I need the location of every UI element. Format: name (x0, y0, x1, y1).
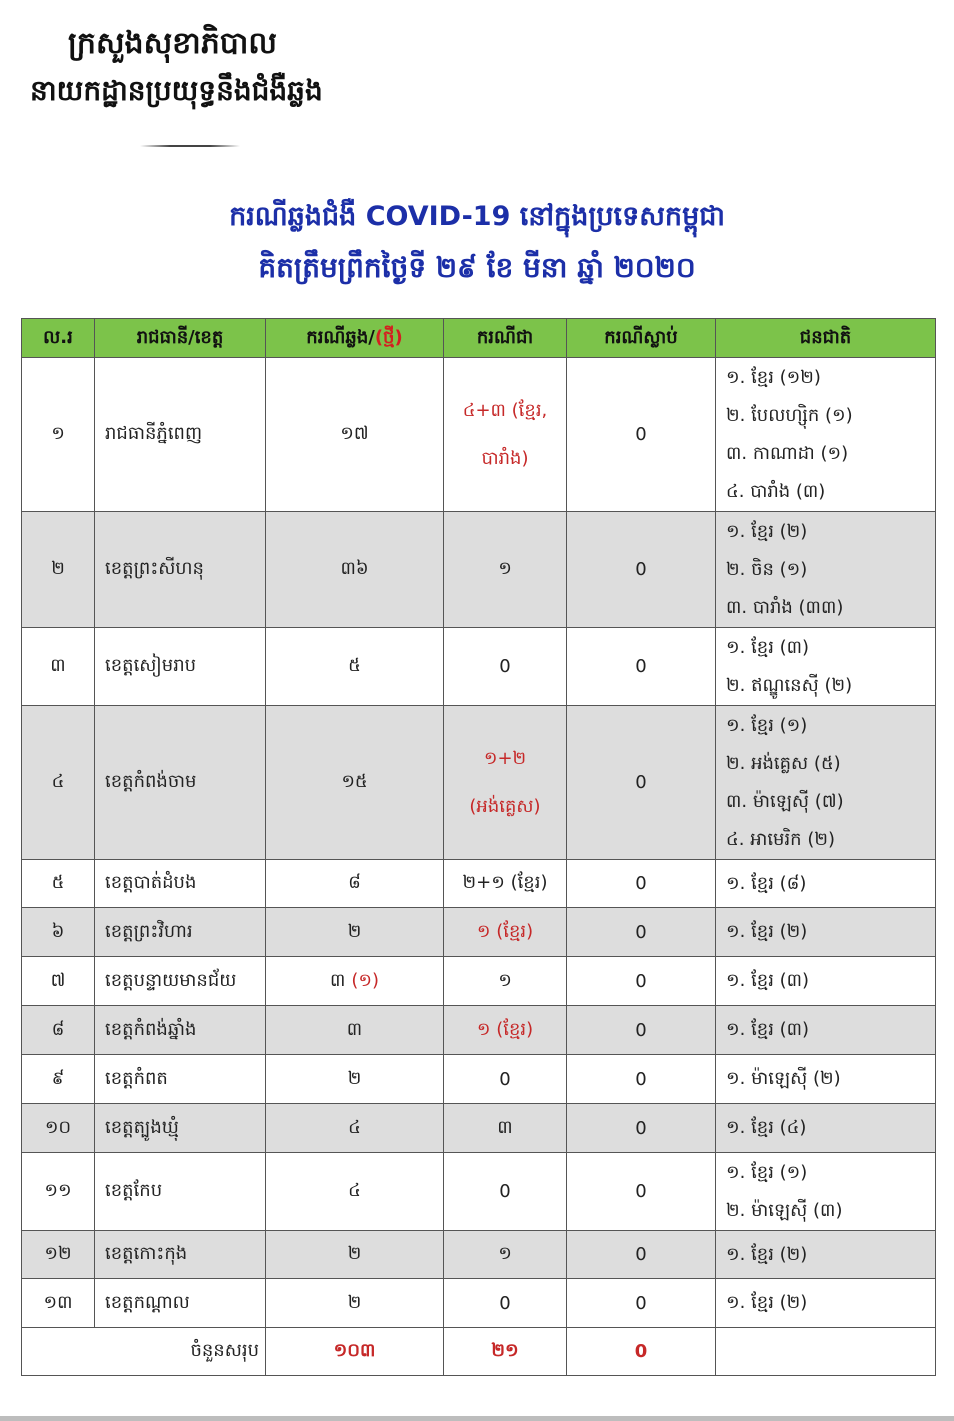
row-deaths: 0 (567, 1231, 716, 1279)
table-row (22, 512, 936, 628)
row-nationality (716, 908, 936, 957)
department-name: នាយកដ្ឋានប្រយុទ្ធនឹងជំងឺឆ្លង (30, 74, 323, 107)
row-cases-value: ១៧ (340, 423, 369, 444)
nationality-item: ១. ខ្មែរ (១) (726, 1161, 808, 1183)
nationality-item: ២. ឥណ្ឌូនេស៊ី (២) (726, 674, 853, 696)
row-province: រាជធានីភ្នំពេញ (95, 358, 266, 512)
header-cases: ករណីឆ្លង/(ថ្មី) (266, 319, 444, 358)
row-cases (266, 1153, 444, 1231)
row-recovered: ១+២ (អង់គ្លេស) (444, 706, 567, 860)
table-row (22, 1006, 936, 1055)
row-no: ១០ (22, 1104, 95, 1153)
table-header-row (22, 319, 936, 358)
nationality-item: ១. ខ្មែរ (២) (726, 1292, 808, 1313)
row-no: ១២ (22, 1231, 95, 1279)
nationality-item: ២. បែលហ្ស៊ិក (១) (726, 404, 853, 426)
row-nationality (716, 957, 936, 1006)
nationality-item: ១. ខ្មែរ (៤) (726, 1117, 807, 1138)
row-cases-value: ៣៦ (340, 558, 369, 579)
row-deaths: 0 (567, 628, 716, 706)
nationality-item: ១. ខ្មែរ (២) (726, 520, 808, 542)
row-cases-value: ២ (347, 1243, 362, 1264)
row-nationality (716, 860, 936, 908)
ministry-header (30, 20, 323, 114)
total-cases: ១០៣ (266, 1328, 444, 1376)
table-row (22, 957, 936, 1006)
row-nationality (716, 1055, 936, 1104)
report-title: ករណីឆ្លងជំងឺ COVID-19 នៅក្នុងប្រទេសកម្ពុជា (229, 201, 725, 232)
row-no: ១៣ (22, 1279, 95, 1328)
row-recovered: ១ (444, 1231, 567, 1279)
nationality-item: ១. ខ្មែរ (១២) (726, 366, 821, 388)
row-recovered: 0 (444, 1279, 567, 1328)
row-province: ខេត្តព្រះវិហារ (95, 908, 266, 957)
row-province: ខេត្តត្បូងឃ្មុំ (95, 1104, 266, 1153)
header-province: រាជធានី/ខេត្ត (95, 319, 266, 358)
row-nationality (716, 1231, 936, 1279)
header-no: ល.រ (22, 319, 95, 358)
table-row (22, 706, 936, 860)
row-cases (266, 628, 444, 706)
table-row (22, 1055, 936, 1104)
row-deaths: 0 (567, 957, 716, 1006)
total-nationality (716, 1328, 936, 1376)
row-recovered: ៤+៣ (ខ្មែរ, បារាំង) (444, 358, 567, 512)
row-cases (266, 1279, 444, 1328)
row-nationality (716, 358, 936, 512)
header-deaths: ករណីស្លាប់ (567, 319, 716, 358)
table-row (22, 628, 936, 706)
report-date: គិតត្រឹមព្រឹកថ្ងៃទី ២៩ ខែ មីនា ឆ្នាំ ២០២០ (258, 251, 696, 284)
row-no: ៥ (22, 860, 95, 908)
table-row (22, 1279, 936, 1328)
row-nationality (716, 706, 936, 860)
row-province: ខេត្តកែប (95, 1153, 266, 1231)
row-deaths: 0 (567, 1055, 716, 1104)
header-nationality: ជនជាតិ (716, 319, 936, 358)
nationality-item: ១. ខ្មែរ (៨) (726, 872, 807, 894)
row-no: ១១ (22, 1153, 95, 1231)
row-cases (266, 358, 444, 512)
total-recovered: ២១ (444, 1328, 567, 1376)
header-divider (140, 145, 240, 147)
row-cases (266, 512, 444, 628)
row-recovered: 0 (444, 1055, 567, 1104)
row-cases-value: ២ (347, 920, 362, 942)
row-province: ខេត្តកោះកុង (95, 1231, 266, 1279)
nationality-item: ១. ខ្មែរ (៣) (726, 970, 810, 991)
row-recovered: ២+១ (ខ្មែរ) (444, 860, 567, 908)
nationality-item: ៣. កាណាដា (១) (726, 442, 849, 464)
nationality-item: ២. អង់គ្លេស (៥) (726, 752, 841, 774)
ministry-name: ក្រសួងសុខាភិបាល (68, 26, 277, 61)
nationality-item: ៤. អាមេរិក (២) (726, 828, 835, 850)
table-row (22, 860, 936, 908)
nationality-item: ២. ចិន (១) (726, 558, 808, 580)
covid-cases-table (21, 318, 936, 1376)
nationality-item: ៣. បារាំង (៣៣) (726, 596, 844, 618)
row-no: ៣ (22, 628, 95, 706)
nationality-item: ២. ម៉ាឡេស៊ី (៣) (726, 1199, 843, 1221)
row-no: ១ (22, 358, 95, 512)
row-cases-value: ២ (347, 1067, 362, 1089)
row-deaths: 0 (567, 706, 716, 860)
row-deaths: 0 (567, 1006, 716, 1055)
row-cases-value: ៤ (348, 1180, 361, 1201)
nationality-item: ១. ខ្មែរ (១) (726, 714, 808, 736)
row-recovered: 0 (444, 1153, 567, 1231)
row-no: ២ (22, 512, 95, 628)
table-row (22, 1231, 936, 1279)
row-cases (266, 860, 444, 908)
row-cases (266, 1231, 444, 1279)
row-cases (266, 957, 444, 1006)
row-deaths: 0 (567, 1153, 716, 1231)
nationality-item: ១. ខ្មែរ (២) (726, 1243, 808, 1265)
row-cases-value: ១៥ (341, 771, 368, 792)
bottom-bar (0, 1416, 954, 1421)
row-cases (266, 908, 444, 957)
row-recovered: ១ (444, 957, 567, 1006)
nationality-item: ១. ខ្មែរ (៣) (726, 636, 810, 658)
row-province: ខេត្តកំពង់ឆ្នាំង (95, 1006, 266, 1055)
row-cases-value: ២ (347, 1291, 362, 1313)
row-cases (266, 1104, 444, 1153)
row-no: ៨ (22, 1006, 95, 1055)
table-row (22, 1104, 936, 1153)
row-recovered: ១ (ខ្មែរ) (444, 908, 567, 957)
row-deaths: 0 (567, 908, 716, 957)
row-deaths: 0 (567, 512, 716, 628)
table-row (22, 358, 936, 512)
nationality-item: ១. ខ្មែរ (២) (726, 921, 808, 942)
table-row (22, 1153, 936, 1231)
row-cases-value: ៣ (329, 969, 346, 991)
row-province: ខេត្តកំពង់ចាម (95, 706, 266, 860)
row-nationality (716, 1153, 936, 1231)
row-nationality (716, 1006, 936, 1055)
nationality-item: ១. ខ្មែរ (៣) (726, 1019, 810, 1040)
header-recovered: ករណីជា (444, 319, 567, 358)
nationality-item: ១. ម៉ាឡេស៊ី (២) (726, 1068, 841, 1089)
row-nationality (716, 1279, 936, 1328)
row-deaths: 0 (567, 860, 716, 908)
nationality-item: ៣. ម៉ាឡេស៊ី (៧) (726, 790, 844, 812)
table-row (22, 908, 936, 957)
row-province: ខេត្តព្រះសីហនុ (95, 512, 266, 628)
total-label: ចំនួនសរុប (22, 1328, 266, 1376)
row-cases-value: ៣ (346, 1018, 363, 1040)
row-no: ៤ (22, 706, 95, 860)
row-province: ខេត្តកណ្តាល (95, 1279, 266, 1328)
row-cases-new: (១) (351, 969, 380, 991)
row-deaths: 0 (567, 358, 716, 512)
row-cases (266, 706, 444, 860)
row-cases-value: ៥ (348, 655, 361, 676)
row-cases (266, 1006, 444, 1055)
row-recovered: ៣ (444, 1104, 567, 1153)
row-recovered: 0 (444, 628, 567, 706)
row-cases-value: ៤ (348, 1116, 361, 1138)
row-cases-value: ៨ (348, 872, 361, 893)
row-no: ៦ (22, 908, 95, 957)
row-cases (266, 1055, 444, 1104)
row-province: ខេត្តបន្ទាយមានជ័យ (95, 957, 266, 1006)
row-no: ៩ (22, 1055, 95, 1104)
row-nationality (716, 628, 936, 706)
row-province: ខេត្តសៀមរាប (95, 628, 266, 706)
total-deaths: 0 (567, 1328, 716, 1376)
nationality-item: ៤. បារាំង (៣) (726, 480, 826, 502)
row-no: ៧ (22, 957, 95, 1006)
row-recovered: ១ (ខ្មែរ) (444, 1006, 567, 1055)
row-province: ខេត្តកំពត (95, 1055, 266, 1104)
row-deaths: 0 (567, 1279, 716, 1328)
row-nationality (716, 1104, 936, 1153)
row-province: ខេត្តបាត់ដំបង (95, 860, 266, 908)
total-row (22, 1328, 936, 1376)
header-cases-new: (ថ្មី) (374, 326, 403, 348)
row-recovered: ១ (444, 512, 567, 628)
row-deaths: 0 (567, 1104, 716, 1153)
row-nationality (716, 512, 936, 628)
